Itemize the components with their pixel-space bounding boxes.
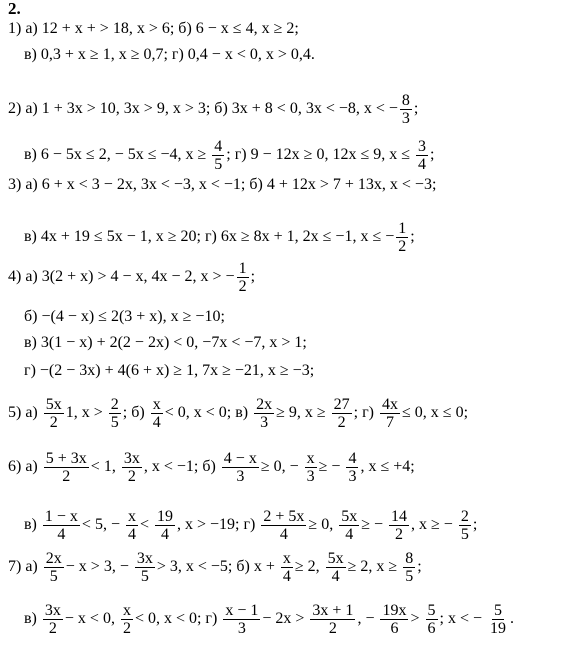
- math-text: в): [24, 610, 41, 628]
- fraction-numerator: 19x: [382, 602, 407, 619]
- math-text: − 2x >: [262, 610, 309, 628]
- solution-line: [24, 220, 415, 255]
- math-text: в) 0,3 + x ≥ 1, x ≥ 0,7; г) 0,4 − x < 0, x > 0,4.: [24, 46, 315, 63]
- math-text: ;: [413, 100, 419, 118]
- fraction: [488, 602, 508, 637]
- fraction-denominator: 3: [260, 414, 269, 431]
- math-text: , x < −1; б): [143, 458, 220, 476]
- fraction-numerator: 19: [157, 508, 173, 525]
- fraction-numerator: 4: [348, 450, 357, 467]
- fraction: [44, 550, 64, 585]
- fraction-numerator: 2 + 5x: [263, 508, 305, 525]
- fraction-denominator: 5: [140, 568, 149, 585]
- fraction-numerator: 2x: [45, 550, 62, 567]
- fraction-denominator: 4: [331, 568, 340, 585]
- fraction-denominator: 5: [214, 156, 223, 173]
- fraction-denominator: 4: [345, 526, 354, 543]
- exercise-number: 2.: [8, 0, 21, 18]
- math-text: ;: [472, 516, 478, 534]
- fraction: [459, 508, 471, 543]
- solution-line: [8, 450, 415, 485]
- fraction: [135, 550, 155, 585]
- solution-line: [8, 550, 422, 585]
- fraction-numerator: 4: [214, 138, 223, 155]
- fraction: [310, 602, 355, 637]
- fraction-denominator: 4: [279, 526, 288, 543]
- math-text: ≥ −: [318, 458, 345, 476]
- solution-line: [8, 396, 468, 431]
- fraction-numerator: 5x: [45, 396, 62, 413]
- fraction-denominator: 7: [386, 414, 394, 431]
- math-text: < 5, −: [81, 516, 124, 534]
- math-text: в): [24, 516, 41, 534]
- fraction: [223, 602, 260, 637]
- fraction: [237, 260, 249, 295]
- math-text: .: [510, 610, 514, 628]
- fraction-denominator: 3: [236, 468, 245, 485]
- fraction: [44, 450, 89, 485]
- fraction-numerator: 2x: [256, 396, 273, 413]
- math-text: , −: [357, 610, 379, 628]
- math-text: ≥ 0,: [308, 516, 338, 534]
- math-text: в) 6 − 5x ≤ 2, − 5x ≤ −4, x ≥: [24, 146, 211, 164]
- fraction-denominator: 4: [418, 156, 426, 173]
- solution-line: [24, 334, 307, 352]
- fraction-denominator: 3: [401, 110, 410, 127]
- math-text: < 0, x < 0; г): [134, 610, 222, 628]
- fraction-numerator: 27: [333, 396, 350, 413]
- fraction-denominator: 2: [328, 620, 337, 637]
- fraction: [396, 220, 408, 255]
- fraction-denominator: 2: [238, 278, 247, 295]
- fraction: [416, 138, 428, 173]
- fraction: [389, 508, 409, 543]
- math-text: ≥ 2,: [294, 558, 324, 576]
- math-text: ;: [410, 228, 415, 246]
- math-text: ; г) 9 − 12x ≥ 0, 12x ≤ 9, x ≤: [226, 146, 414, 164]
- math-text: в) 4x + 19 ≤ 5x − 1, x ≥ 20; г) 6x ≥ 8x + 1, 2x ≤ −1, x ≤ −: [24, 228, 395, 246]
- solution-line: [24, 602, 514, 637]
- fraction: [222, 450, 259, 485]
- fraction: [212, 138, 224, 173]
- fraction: [426, 602, 438, 637]
- math-text: 5) а): [8, 404, 42, 422]
- math-text: ≤ 0, x ≤ 0;: [402, 404, 469, 422]
- math-text: ;: [430, 146, 435, 164]
- fraction-numerator: 4x: [382, 396, 398, 413]
- fraction-denominator: 2: [48, 620, 57, 637]
- fraction: [339, 508, 359, 543]
- fraction: [346, 450, 358, 485]
- fraction-numerator: 5x: [327, 550, 344, 567]
- fraction-denominator: 4: [282, 568, 291, 585]
- fraction-numerator: 1 − x: [44, 508, 78, 525]
- fraction-denominator: 6: [390, 620, 399, 637]
- math-text: >: [410, 610, 424, 628]
- fraction-denominator: 4: [127, 526, 136, 543]
- math-text: б) −(4 − x) ≤ 2(3 + x), x ≥ −10;: [24, 308, 225, 325]
- math-text: 1) а) 12 + x + > 18, x > 6; б) 6 − x ≤ 4, x ≥ 2;: [8, 20, 299, 37]
- fraction: [44, 396, 64, 431]
- fraction-numerator: 3x + 1: [312, 602, 354, 619]
- fraction-denominator: 3: [348, 468, 357, 485]
- solution-line: [24, 308, 225, 326]
- fraction-numerator: x − 1: [225, 602, 259, 619]
- fraction-denominator: 5: [405, 568, 414, 585]
- fraction-denominator: 5: [460, 526, 469, 543]
- fraction-numerator: 4 − x: [223, 450, 257, 467]
- math-text: ; б): [122, 404, 149, 422]
- math-text: ≥ 0, −: [260, 458, 303, 476]
- fraction-denominator: 3: [237, 620, 246, 637]
- fraction-denominator: 4: [161, 526, 169, 543]
- math-text: , x ≥ −: [411, 516, 457, 534]
- fraction-denominator: 4: [152, 414, 161, 431]
- math-text: ≥ 2, x ≥: [347, 558, 402, 576]
- math-text: < 0, x < 0; в): [164, 404, 253, 422]
- fraction-numerator: 14: [391, 508, 408, 525]
- fraction-numerator: 5: [494, 602, 502, 619]
- math-text: г) −(2 − 3x) + 4(6 + x) ≥ 1, 7x ≥ −21, x ≥ −3;: [24, 362, 315, 379]
- fraction-numerator: 2: [110, 396, 119, 413]
- fraction: [261, 508, 306, 543]
- fraction-denominator: 3: [306, 468, 315, 485]
- fraction-denominator: 2: [49, 414, 58, 431]
- fraction-numerator: 5x: [341, 508, 358, 525]
- fraction-numerator: 5 + 3x: [45, 450, 87, 467]
- math-text: <: [139, 516, 153, 534]
- math-text: 1, x >: [65, 404, 107, 422]
- fraction: [151, 396, 163, 431]
- solution-line: [24, 508, 477, 543]
- math-text: > 3, x < −5; б) x +: [156, 558, 279, 576]
- solution-line: [8, 176, 436, 194]
- math-text: 4) а) 3(2 + x) > 4 − x, 4x − 2, x > −: [8, 268, 235, 286]
- fraction-numerator: 8: [401, 92, 410, 109]
- solution-line: [24, 138, 434, 173]
- math-text: 3) а) 6 + x < 3 − 2x, 3x < −3, x < −1; б) 4 + 12x > 7 + 13x, x < −3;: [8, 176, 437, 193]
- fraction-numerator: x: [282, 550, 291, 567]
- math-text: 2) а) 1 + 3x > 10, 3x > 9, x > 3; б) 3x + 8 < 0, 3x < −8, x < −: [8, 100, 398, 118]
- fraction-numerator: x: [127, 508, 136, 525]
- math-text: ;: [417, 558, 422, 576]
- fraction-numerator: x: [122, 602, 131, 619]
- fraction-numerator: 5: [427, 602, 436, 619]
- solution-line: [24, 362, 314, 380]
- fraction-numerator: 1: [398, 220, 407, 237]
- math-text: ≥ −: [361, 516, 388, 534]
- fraction-numerator: 1: [238, 260, 247, 277]
- fraction-denominator: 4: [57, 526, 66, 543]
- math-text: − x < 0,: [64, 610, 119, 628]
- fraction-denominator: 2: [62, 468, 71, 485]
- math-text: ; x < −: [439, 610, 486, 628]
- fraction-numerator: 3: [418, 138, 426, 155]
- fraction-denominator: 2: [398, 238, 407, 255]
- math-text: ;: [250, 268, 256, 286]
- fraction: [380, 396, 400, 431]
- math-text: ; г): [353, 404, 378, 422]
- fraction: [43, 602, 63, 637]
- fraction-denominator: 2: [395, 526, 404, 543]
- fraction: [254, 396, 274, 431]
- fraction: [281, 550, 293, 585]
- math-text: 6) а): [8, 458, 42, 476]
- fraction: [126, 508, 138, 543]
- math-text: < 1,: [90, 458, 120, 476]
- math-text: − x > 3, −: [65, 558, 133, 576]
- fraction: [326, 550, 346, 585]
- fraction: [400, 92, 412, 127]
- fraction: [403, 550, 415, 585]
- fraction: [380, 602, 408, 637]
- solution-line: [8, 260, 255, 295]
- fraction-denominator: 5: [110, 414, 119, 431]
- fraction: [305, 450, 317, 485]
- fraction-numerator: 3x: [123, 450, 140, 467]
- fraction-denominator: 2: [337, 414, 346, 431]
- fraction-numerator: 3x: [136, 550, 153, 567]
- fraction: [122, 450, 142, 485]
- fraction-denominator: 19: [490, 620, 506, 637]
- fraction-numerator: x: [306, 450, 315, 467]
- math-text: ≥ 9, x ≥: [276, 404, 330, 422]
- math-text: , x ≤ +4;: [360, 458, 415, 476]
- fraction-denominator: 5: [49, 568, 58, 585]
- solution-line: [8, 20, 299, 38]
- fraction-numerator: 2: [460, 508, 469, 525]
- fraction-numerator: x: [152, 396, 161, 413]
- fraction-denominator: 2: [122, 620, 131, 637]
- solution-line: [8, 92, 418, 127]
- fraction-denominator: 2: [127, 468, 136, 485]
- solution-line: [24, 46, 315, 64]
- fraction-denominator: 6: [427, 620, 436, 637]
- math-text: в) 3(1 − x) + 2(2 − 2x) < 0, −7x < −7, x > 1;: [24, 334, 307, 351]
- math-text: , x > −19; г): [177, 516, 260, 534]
- fraction: [121, 602, 133, 637]
- fraction: [109, 396, 121, 431]
- fraction-numerator: 3x: [44, 602, 61, 619]
- fraction-numerator: 8: [405, 550, 414, 567]
- fraction: [155, 508, 175, 543]
- math-text: 7) а): [8, 558, 42, 576]
- fraction: [43, 508, 80, 543]
- fraction: [332, 396, 352, 431]
